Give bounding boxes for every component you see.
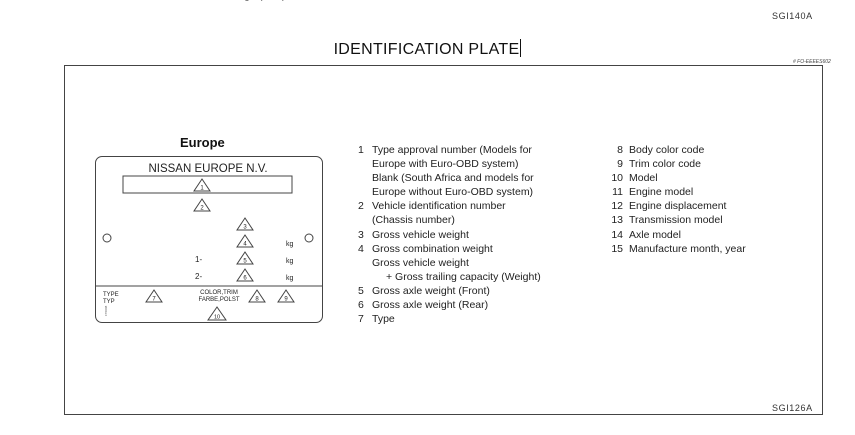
reference-code: # FO-EEEES602 — [793, 59, 831, 65]
marker-6-label: 6 — [243, 275, 247, 282]
legend-item-7 — [358, 312, 541, 326]
legend-line: Type approval number (Models for — [372, 144, 532, 156]
unit-kg-4: kg — [286, 241, 294, 248]
legend-text: Axle model — [629, 228, 681, 241]
marker-10 — [208, 307, 226, 321]
legend-num: 5 — [358, 284, 364, 297]
text-cursor — [520, 39, 521, 57]
legend-text: Manufacture month, year — [629, 242, 746, 255]
legend-num: 7 — [358, 313, 364, 326]
legend-line: (Chassis number) — [372, 214, 455, 227]
legend-item-12 — [607, 199, 746, 213]
legend-line: Blank (South Africa and models for — [372, 172, 534, 185]
legend-num: 4 — [358, 242, 364, 255]
legend-num: 9 — [617, 158, 623, 171]
marker-4 — [237, 235, 253, 248]
legend-item-2 — [358, 199, 541, 227]
legend-num: 14 — [611, 228, 623, 241]
legend-item-13 — [607, 213, 746, 227]
marker-2-label: 2 — [200, 205, 204, 212]
farbe-polst-label: FARBE,POLST — [198, 297, 240, 303]
marker-8-label: 8 — [255, 296, 259, 303]
legend-num: 2 — [358, 200, 364, 213]
title-text: IDENTIFICATION PLATE — [333, 41, 520, 58]
typ-label: TYP — [103, 299, 115, 305]
plate-maker: NISSAN EUROPE N.V. — [148, 163, 268, 175]
legend-text: Model — [629, 172, 658, 185]
legend-num: 8 — [617, 144, 623, 156]
legend-text: Body color code — [629, 144, 705, 156]
type-label: TYPE — [103, 292, 119, 298]
region-heading: Europe — [180, 135, 225, 150]
legend-item-6 — [358, 298, 541, 312]
legend-list-left — [358, 143, 541, 326]
side-code: FT0008 — [104, 305, 108, 316]
mount-hole-right — [305, 234, 313, 242]
axle-front-label: 1- — [195, 255, 203, 264]
identification-plate — [95, 156, 323, 323]
legend-item-5 — [358, 284, 541, 298]
legend-text: Transmission model — [629, 214, 723, 227]
legend-num: 1 — [358, 144, 364, 156]
unit-kg-5: kg — [286, 258, 294, 265]
legend-item-3 — [358, 228, 541, 242]
marker-8 — [249, 290, 265, 303]
figure-code-top: SGI140A — [772, 11, 813, 21]
unit-kg-6: kg — [286, 275, 294, 282]
legend-sub-line: + Gross trailing capacity (Weight) — [386, 270, 541, 283]
marker-4-label: 4 — [243, 241, 247, 248]
legend-line: Gross vehicle weight — [372, 256, 469, 269]
legend-item-14 — [607, 228, 746, 242]
plate-drawing — [95, 156, 323, 323]
legend-item-9 — [607, 157, 746, 171]
legend-line: Gross axle weight (Rear) — [372, 299, 489, 312]
marker-5-label: 5 — [243, 258, 247, 265]
page-title — [0, 39, 855, 59]
legend-line: Europe with Euro-OBD system) — [372, 158, 519, 171]
marker-9 — [278, 290, 294, 303]
marker-6 — [237, 269, 253, 282]
marker-1-label: 1 — [200, 185, 204, 192]
legend-line: Europe without Euro-OBD system) — [372, 186, 534, 199]
marker-3-label: 3 — [243, 224, 247, 231]
color-trim-label: COLOR,TRIM — [200, 290, 238, 296]
legend-line: Vehicle identification number — [372, 200, 506, 213]
legend-text: Trim color code — [629, 158, 701, 171]
legend-num: 6 — [358, 299, 364, 312]
marker-7-label: 7 — [152, 296, 156, 303]
legend-item-15 — [607, 242, 746, 256]
legend-text: Engine model — [629, 186, 694, 199]
mount-hole-left — [103, 234, 111, 242]
marker-2 — [194, 199, 210, 212]
legend-num: 11 — [612, 186, 623, 199]
legend-line: Gross vehicle weight — [372, 228, 469, 241]
cut-off-text — [178, 0, 285, 1]
legend-num: 3 — [358, 228, 364, 241]
figure-code-bottom: SGI126A — [772, 403, 813, 413]
type-approval-box — [123, 176, 292, 193]
marker-9-label: 9 — [284, 296, 288, 303]
legend-item-4 — [358, 242, 541, 284]
marker-7 — [146, 290, 162, 303]
legend-line: Gross axle weight (Front) — [372, 284, 490, 297]
legend-num: 13 — [611, 214, 623, 227]
axle-rear-label: 2- — [195, 272, 203, 281]
legend-text: Engine displacement — [629, 200, 727, 213]
legend-item-10 — [607, 171, 746, 185]
marker-1 — [194, 179, 210, 192]
legend-line: Type — [372, 313, 395, 326]
legend-item-1 — [358, 143, 541, 199]
legend-item-8 — [607, 143, 746, 157]
marker-10-label: 10 — [213, 314, 221, 321]
marker-3 — [237, 218, 253, 231]
legend-list-right — [607, 143, 746, 256]
legend-num: 10 — [611, 172, 623, 185]
marker-5 — [237, 252, 253, 265]
legend-num: 12 — [611, 200, 623, 213]
legend-num: 15 — [611, 242, 623, 255]
legend-item-11 — [607, 185, 746, 199]
legend-line: Gross combination weight — [372, 242, 493, 255]
